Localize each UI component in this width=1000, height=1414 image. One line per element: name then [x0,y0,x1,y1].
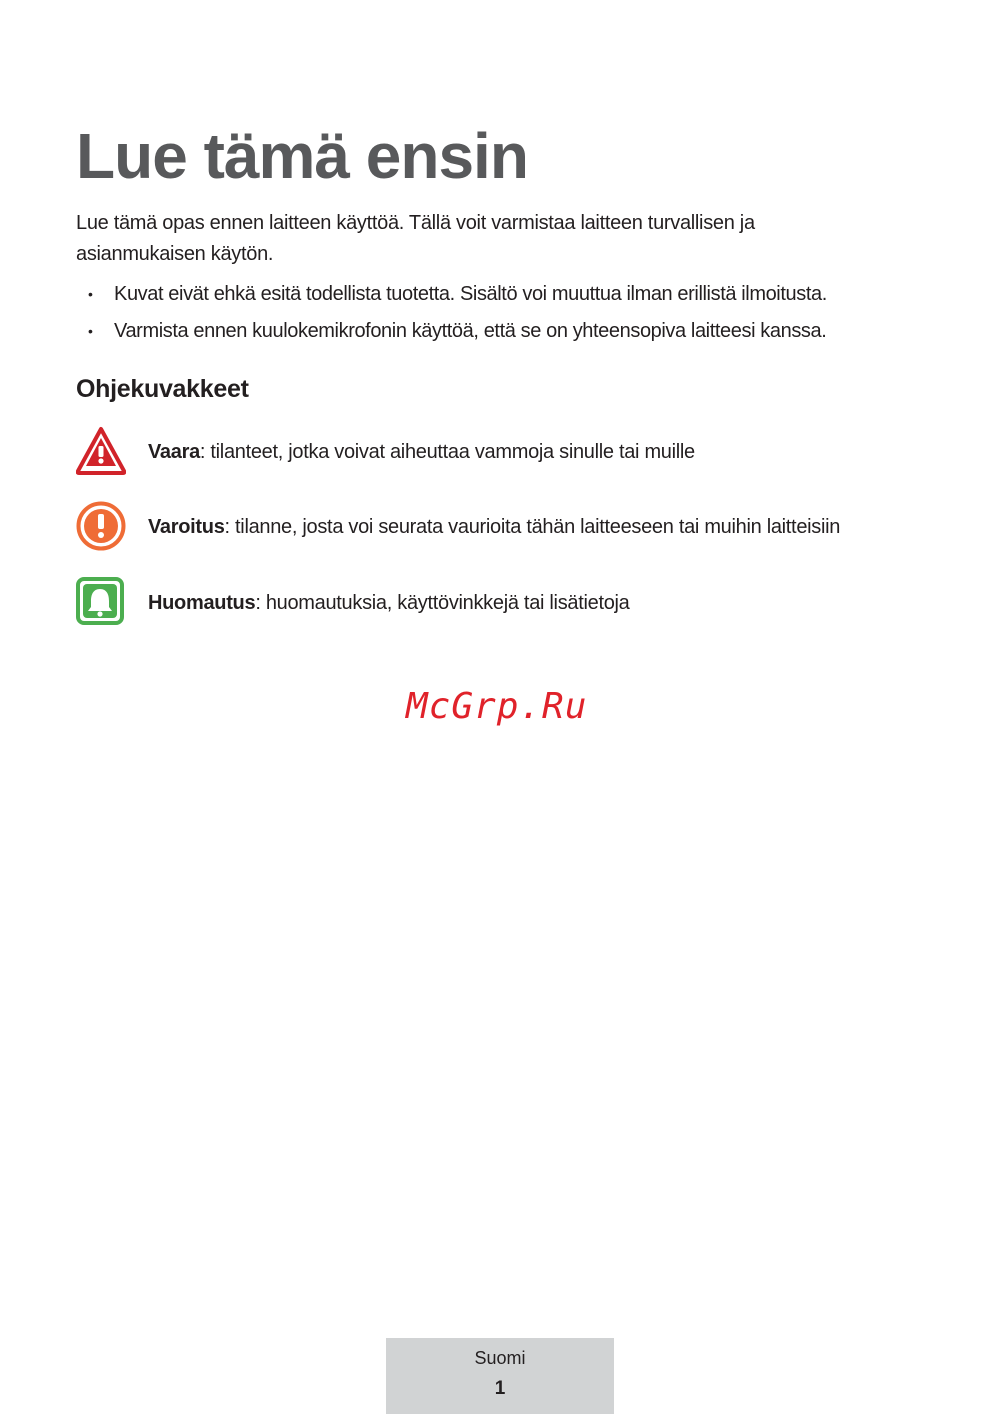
list-item [76,280,976,308]
icon-legend-text [148,438,695,466]
icon-description: : huomautuksia, käyttövinkkejä tai lisätietoja [255,592,630,614]
icon-legend-text [148,513,840,541]
icon-legend-note [76,577,976,627]
icon-description: : tilanne, josta voi seurata vaurioita tähän laitteeseen tai muihin laitteisiin [224,516,841,538]
section-heading: Ohjekuvakkeet [76,375,249,403]
bullet-marker: • [88,323,93,339]
warning-triangle-icon [76,426,126,476]
footer-language: Suomi [474,1348,526,1368]
icon-description: : tilanteet, jotka voivat aiheuttaa vammoja sinulle tai muille [199,441,695,463]
icon-term: Huomautus [148,592,256,614]
notification-bell-icon [76,577,126,627]
page-number: 1 [494,1378,506,1399]
caution-circle-icon [76,501,126,551]
icon-term: Vaara [148,441,200,463]
icon-legend-text [148,589,630,617]
watermark: McGrp.Ru [406,686,588,727]
list-item [76,317,976,345]
icon-term: Varoitus [148,516,225,538]
intro-paragraph: Lue tämä opas ennen laitteen käyttöä. Tällä voit varmistaa laitteen turvallisen ja asianmukaisen käytön. [76,212,755,265]
bullet-marker: • [88,286,93,302]
icon-legend-danger [76,426,976,476]
page-title: Lue tämä ensin [76,120,528,192]
page-footer [386,1338,614,1414]
bullet-list [76,280,976,354]
icon-legend-caution [76,501,976,551]
bullet-text: Varmista ennen kuulokemikrofonin käyttöä, että se on yhteensopiva laitteesi kanssa. [114,320,827,342]
bullet-text: Kuvat eivät ehkä esitä todellista tuotetta. Sisältö voi muuttua ilman erillistä ilmoitusta. [114,283,827,305]
